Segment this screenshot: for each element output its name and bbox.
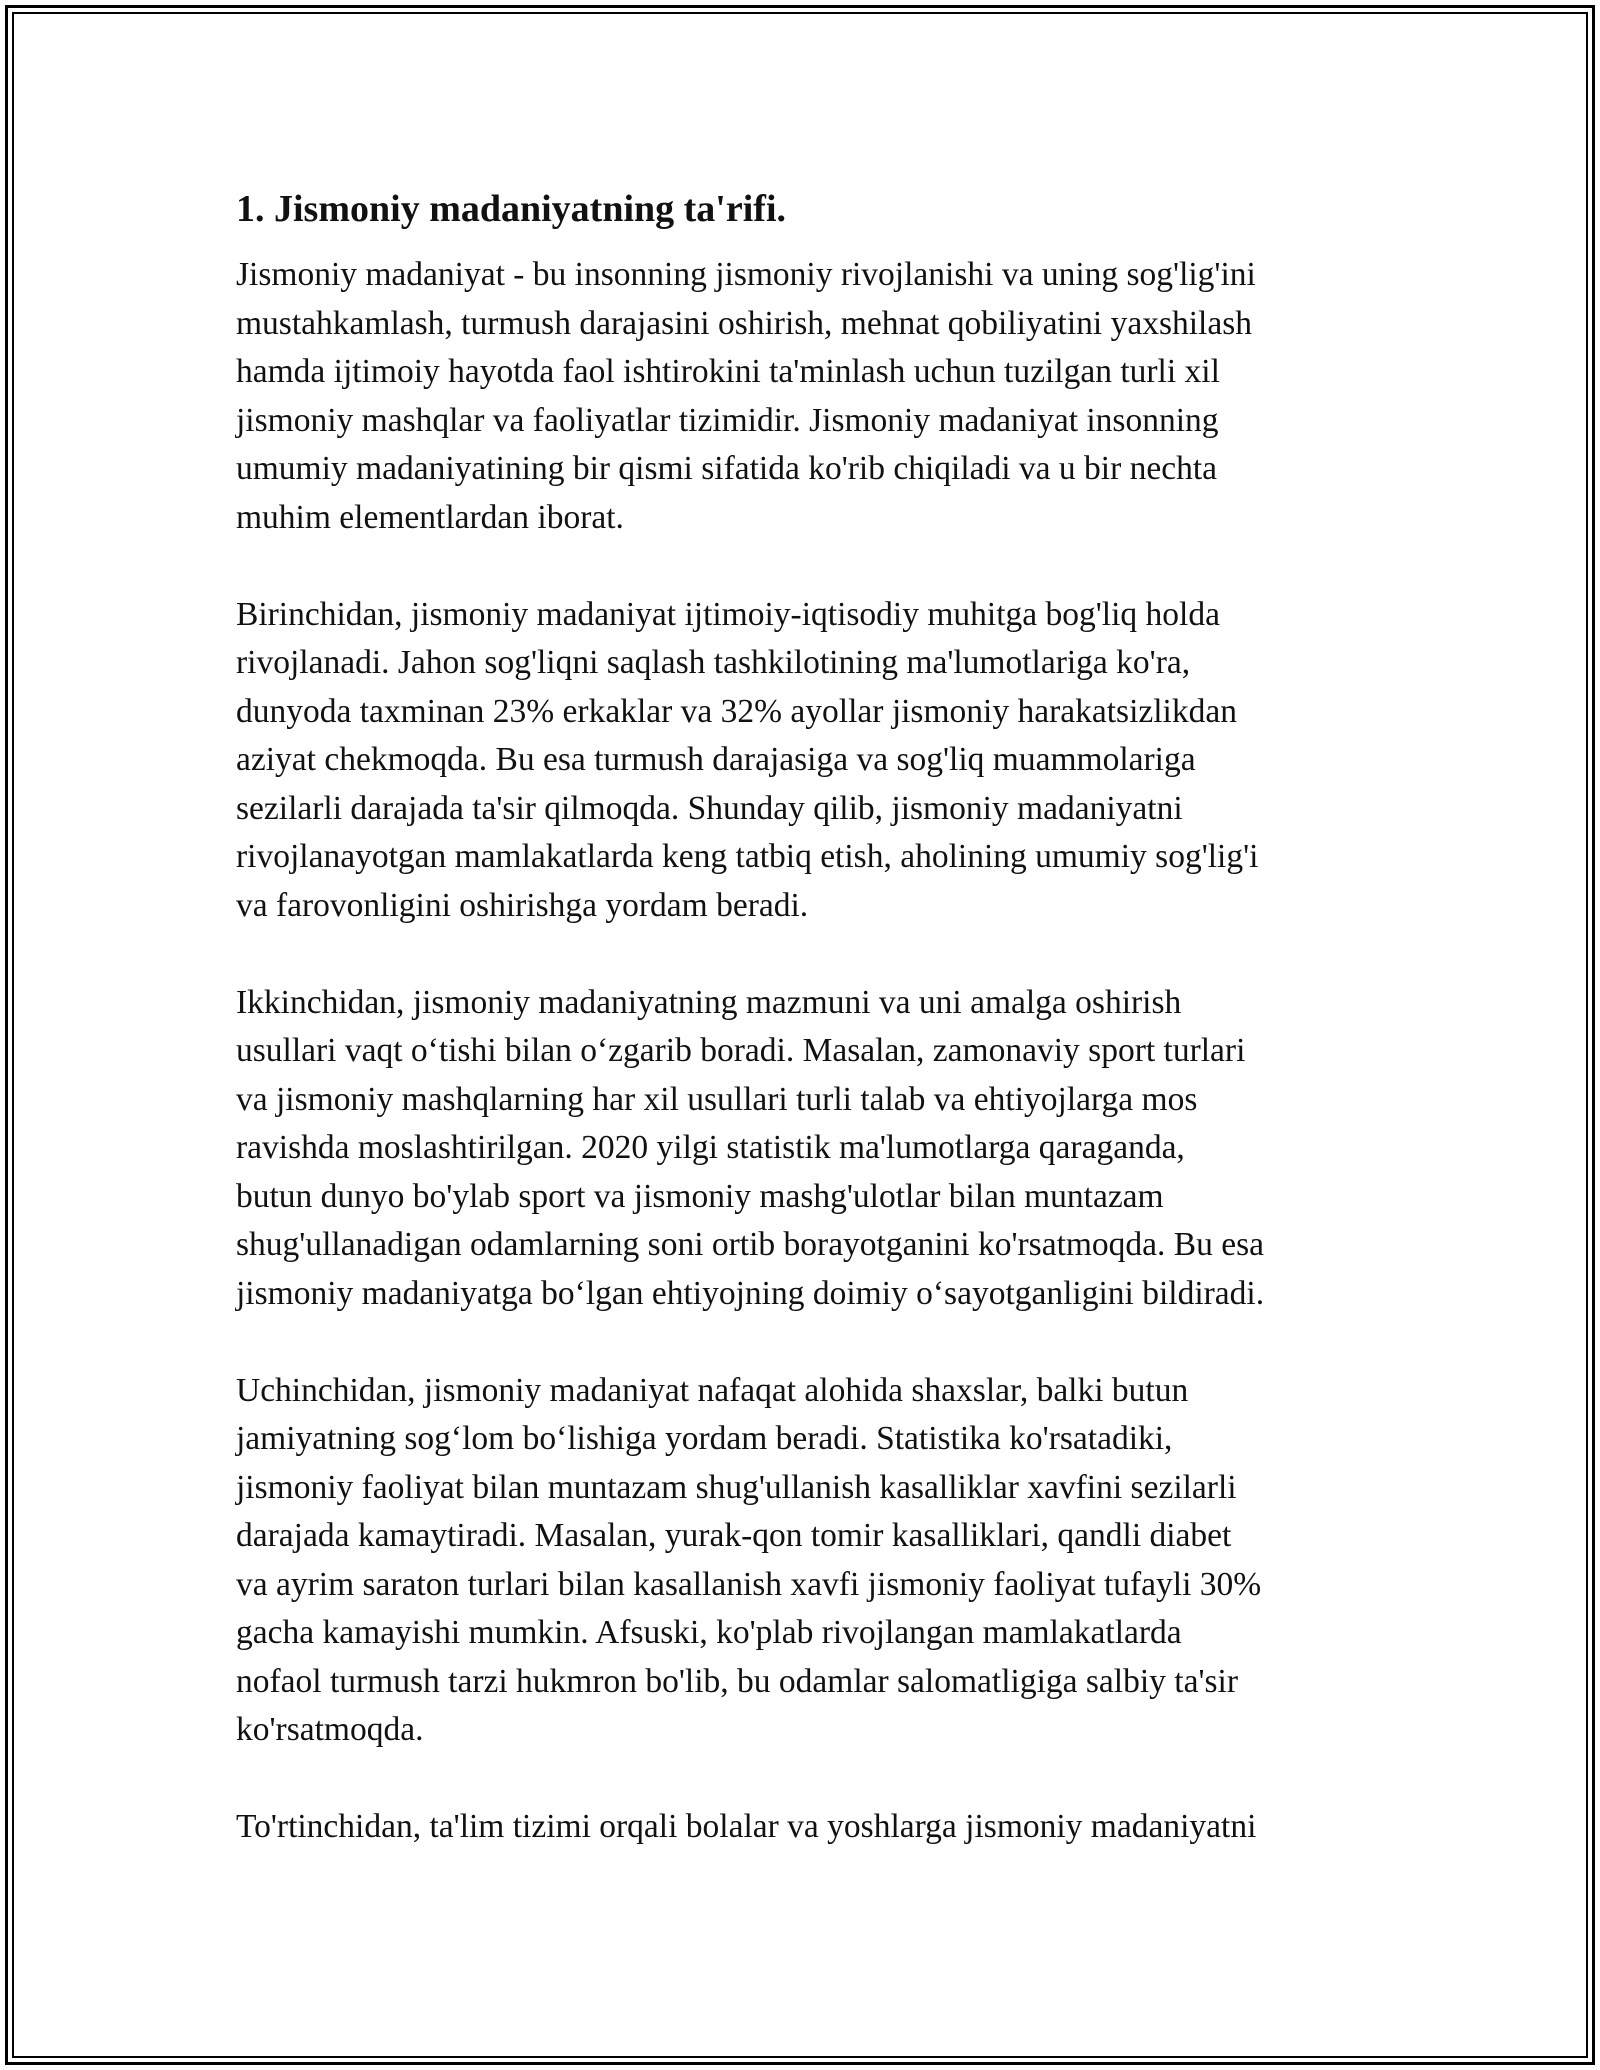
text-line: Birinchidan, jismoniy madaniyat ijtimoiy-iqtisodiy muhitga bog'liq holda	[236, 595, 1220, 633]
text-line: gacha kamayishi mumkin. Afsuski, ko'plab rivojlangan mamlakatlarda	[236, 1614, 1182, 1651]
text-line: jismoniy madaniyatga bo‘lgan ehtiyojning doimiy o‘sayotganligini bildiradi.	[236, 1274, 1265, 1312]
text-line: mustahkamlash, turmush darajasini oshirish, mehnat qobiliyatini yaxshilash	[236, 304, 1253, 342]
text-line: shug'ullanadigan odamlarning soni ortib borayotganini ko'rsatmoqda. Bu esa	[236, 1226, 1265, 1263]
text-line: usullari vaqt o‘tishi bilan o‘zgarib boradi. Masalan, zamonaviy sport turlari	[236, 1032, 1246, 1069]
text-line: jismoniy faoliyat bilan muntazam shug'ullanish kasalliklar xavfini sezilarli	[236, 1468, 1237, 1506]
text-line: jismoniy mashqlar va faoliyatlar tizimidir. Jismoniy madaniyat insonning	[236, 401, 1219, 439]
section-heading: 1. Jismoniy madaniyatning ta'rifi.	[236, 188, 786, 230]
text-line: aziyat chekmoqda. Bu esa turmush darajasiga va sog'liq muammolariga	[236, 741, 1196, 778]
text-line: butun dunyo bo'ylab sport va jismoniy mashg'ulotlar bilan muntazam	[236, 1177, 1164, 1215]
paragraph-fourth	[236, 1803, 1386, 1852]
text-line: rivojlanadi. Jahon sog'liqni saqlash tashkilotining ma'lumotlariga ko'ra,	[236, 644, 1191, 681]
paragraph-definition	[236, 251, 1386, 542]
text-line: darajada kamaytiradi. Masalan, yurak-qon tomir kasalliklari, qandli diabet	[236, 1517, 1232, 1554]
text-line: Jismoniy madaniyat - bu insonning jismoniy rivojlanishi va uning sog'lig'ini	[236, 256, 1256, 293]
document-body	[236, 185, 1386, 1900]
text-line: va jismoniy mashqlarning har xil usullari turli talab va ehtiyojlarga mos	[236, 1080, 1198, 1118]
text-line: sezilarli darajada ta'sir qilmoqda. Shunday qilib, jismoniy madaniyatni	[236, 789, 1183, 827]
text-line: muhim elementlardan iborat.	[236, 498, 624, 536]
text-line: hamda ijtimoiy hayotda faol ishtirokini ta'minlash uchun tuzilgan turli xil	[236, 353, 1220, 390]
paragraph-first	[236, 591, 1386, 931]
text-line: rivojlanayotgan mamlakatlarda keng tatbiq etish, aholining umumiy sog'lig'i	[236, 838, 1259, 875]
text-line: dunyoda taxminan 23% erkaklar va 32% ayollar jismoniy harakatsizlikdan	[236, 692, 1237, 730]
paragraph-third	[236, 1367, 1386, 1755]
text-line: Ikkinchidan, jismoniy madaniyatning mazmuni va uni amalga oshirish	[236, 983, 1182, 1021]
paragraph-second	[236, 979, 1386, 1319]
text-line: Uchinchidan, jismoniy madaniyat nafaqat alohida shaxslar, balki butun	[236, 1371, 1189, 1409]
text-line: va farovonligini oshirishga yordam beradi.	[236, 886, 809, 924]
text-line: nofaol turmush tarzi hukmron bo'lib, bu odamlar salomatligiga salbiy ta'sir	[236, 1662, 1238, 1700]
text-line: ko'rsatmoqda.	[236, 1711, 424, 1748]
text-line: umumiy madaniyatining bir qismi sifatida ko'rib chiqiladi va u bir nechta	[236, 450, 1218, 487]
text-line: To'rtinchidan, ta'lim tizimi orqali bolalar va yoshlarga jismoniy madaniyatni	[236, 1808, 1257, 1845]
text-line: ravishda moslashtirilgan. 2020 yilgi statistik ma'lumotlarga qaraganda,	[236, 1129, 1185, 1166]
text-line: jamiyatning sog‘lom bo‘lishiga yordam beradi. Statistika ko'rsatadiki,	[236, 1420, 1173, 1457]
text-line: va ayrim saraton turlari bilan kasallanish xavfi jismoniy faoliyat tufayli 30%	[236, 1565, 1262, 1603]
